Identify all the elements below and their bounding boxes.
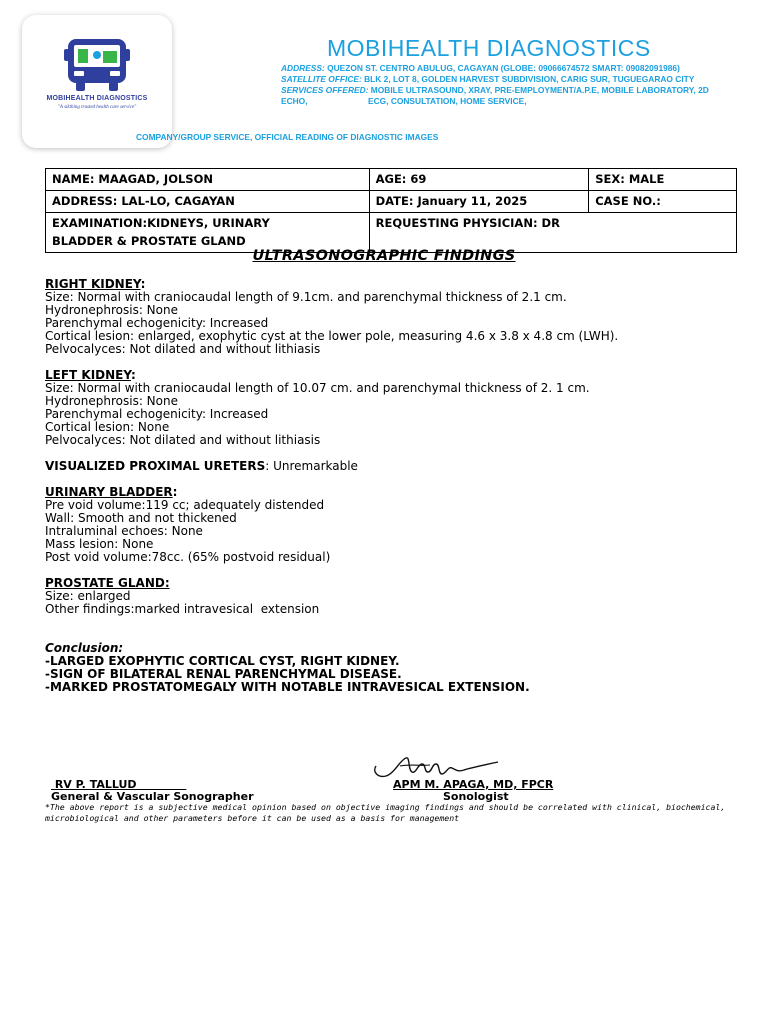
ureters-finding xyxy=(45,460,745,473)
logo-name: MOBIHEALTH DIAGNOSTICS xyxy=(46,95,148,102)
conclusion-item: -MARKED PROSTATOMEGALY WITH NOTABLE INTRAVESICAL EXTENSION. xyxy=(45,680,530,694)
sonographer-name: RV P. TALLUD xyxy=(51,778,187,791)
examination-cell xyxy=(46,213,370,253)
right-kidney-size: Size: Normal with craniocaudal length of 9.1cm. and parenchymal thickness of 2.1 cm. xyxy=(45,290,567,304)
satellite-label: SATELLITE OFFICE: xyxy=(281,74,362,84)
requesting-physician: REQUESTING PHYSICIAN: DR xyxy=(369,213,736,253)
report-disclaimer: *The above report is a subjective medical opinion based on objective imaging findings and should be correlated with clinical, biochemical, microbiological and other parameters before it can be used as a basis for management xyxy=(45,802,726,823)
services-label: SERVICES OFFERED: xyxy=(281,85,369,95)
patient-sex: SEX: MALE xyxy=(589,169,737,191)
address-value: QUEZON ST. CENTRO ABULUG, CAGAYAN (GLOBE: 09066674572 SMART: 09082091986) xyxy=(324,63,680,73)
prostate-heading xyxy=(45,577,745,590)
conclusion-item: -LARGED EXOPHYTIC CORTICAL CYST, RIGHT KIDNEY. xyxy=(45,654,400,668)
bladder-echoes: Intraluminal echoes: None xyxy=(45,524,203,538)
right-kidney-heading-text: RIGHT KIDNEY xyxy=(45,277,141,291)
left-kidney-heading: LEFT KIDNEY: xyxy=(45,368,136,382)
sonologist-name: APM M. APAGA, MD, FPCR xyxy=(393,778,554,791)
examination-line-1: EXAMINATION:KIDNEYS, URINARY xyxy=(52,216,270,230)
left-kidney-hydronephrosis: Hydronephrosis: None xyxy=(45,394,178,408)
bladder-wall: Wall: Smooth and not thickened xyxy=(45,511,237,525)
conclusion-heading: Conclusion: xyxy=(45,641,124,655)
table-row xyxy=(46,213,737,253)
right-kidney-heading: RIGHT KIDNEY: xyxy=(45,277,146,291)
sonographer-role: General & Vascular Sonographer xyxy=(51,790,254,803)
left-kidney-heading-text: LEFT KIDNEY xyxy=(45,368,132,382)
left-kidney-cortical-lesion: Cortical lesion: None xyxy=(45,420,170,434)
left-kidney-echogenicity: Parenchymal echogenicity: Increased xyxy=(45,407,269,421)
patient-name: NAME: MAAGAD, JOLSON xyxy=(46,169,370,191)
bladder-mass: Mass lesion: None xyxy=(45,537,154,551)
services-value: MOBILE ULTRASOUND, XRAY, PRE-EMPLOYMENT/A.P.E, MOBILE LABORATORY, 2D ECHO, ECG, CONSULTATION, HOME SERVICE, xyxy=(281,85,712,106)
satellite-value: BLK 2, LOT 8, GOLDEN HARVEST SUBDIVISION, CARIG SUR, TUGUEGARAO CITY xyxy=(361,74,695,84)
bladder-heading: URINARY BLADDER: xyxy=(45,485,178,499)
bladder-heading-text: URINARY BLADDER xyxy=(45,485,173,499)
conclusion-item: -SIGN OF BILATERAL RENAL PARENCHYMAL DISEASE. xyxy=(45,667,402,681)
clinic-contact-block xyxy=(281,63,721,107)
address-label: ADDRESS: xyxy=(281,63,325,73)
prostate-heading-text: PROSTATE GLAND: xyxy=(45,576,170,590)
logo-tagline: "A sikthing trusted health care service" xyxy=(57,105,137,110)
right-kidney-cortical-lesion: Cortical lesion: enlarged, exophytic cyst at the lower pole, measuring 4.6 x 3.8 x 4.8 cm (LWH). xyxy=(45,329,619,343)
prostate-size: Size: enlarged xyxy=(45,589,131,603)
patient-address: ADDRESS: LAL-LO, CAGAYAN xyxy=(46,191,370,213)
examination-line-2: BLADDER & PROSTATE GLAND xyxy=(52,234,246,248)
table-row xyxy=(46,169,737,191)
mobile-clinic-bus-icon xyxy=(64,35,130,93)
patient-info-table xyxy=(45,168,737,253)
sonologist-role: Sonologist xyxy=(443,790,509,803)
report-body xyxy=(45,278,745,694)
patient-age: AGE: 69 xyxy=(369,169,589,191)
bladder-post-void: Post void volume:78cc. (65% postvoid residual) xyxy=(45,550,331,564)
right-kidney-pelvocalyces: Pelvocalyces: Not dilated and without lithiasis xyxy=(45,342,321,356)
left-kidney-pelvocalyces: Pelvocalyces: Not dilated and without lithiasis xyxy=(45,433,321,447)
clinic-logo xyxy=(22,15,172,148)
right-kidney-echogenicity: Parenchymal echogenicity: Increased xyxy=(45,316,269,330)
report-title: ULTRASONOGRAPHIC FINDINGS xyxy=(252,248,516,264)
case-number: CASE NO.: xyxy=(589,191,737,213)
clinic-name: MOBIHEALTH DIAGNOSTICS xyxy=(327,35,651,61)
bladder-pre-void: Pre void volume:119 cc; adequately distended xyxy=(45,498,325,512)
table-row xyxy=(46,191,737,213)
left-kidney-size: Size: Normal with craniocaudal length of 10.07 cm. and parenchymal thickness of 2. 1 cm. xyxy=(45,381,590,395)
services-continued: COMPANY/GROUP SERVICE, OFFICIAL READING OF DIAGNOSTIC IMAGES xyxy=(136,132,439,142)
exam-date: DATE: January 11, 2025 xyxy=(369,191,589,213)
right-kidney-hydronephrosis: Hydronephrosis: None xyxy=(45,303,178,317)
ureters-value: : Unremarkable xyxy=(265,459,358,473)
ureters-heading: VISUALIZED PROXIMAL URETERS xyxy=(45,459,266,473)
prostate-other: Other findings:marked intravesical extension xyxy=(45,602,320,616)
